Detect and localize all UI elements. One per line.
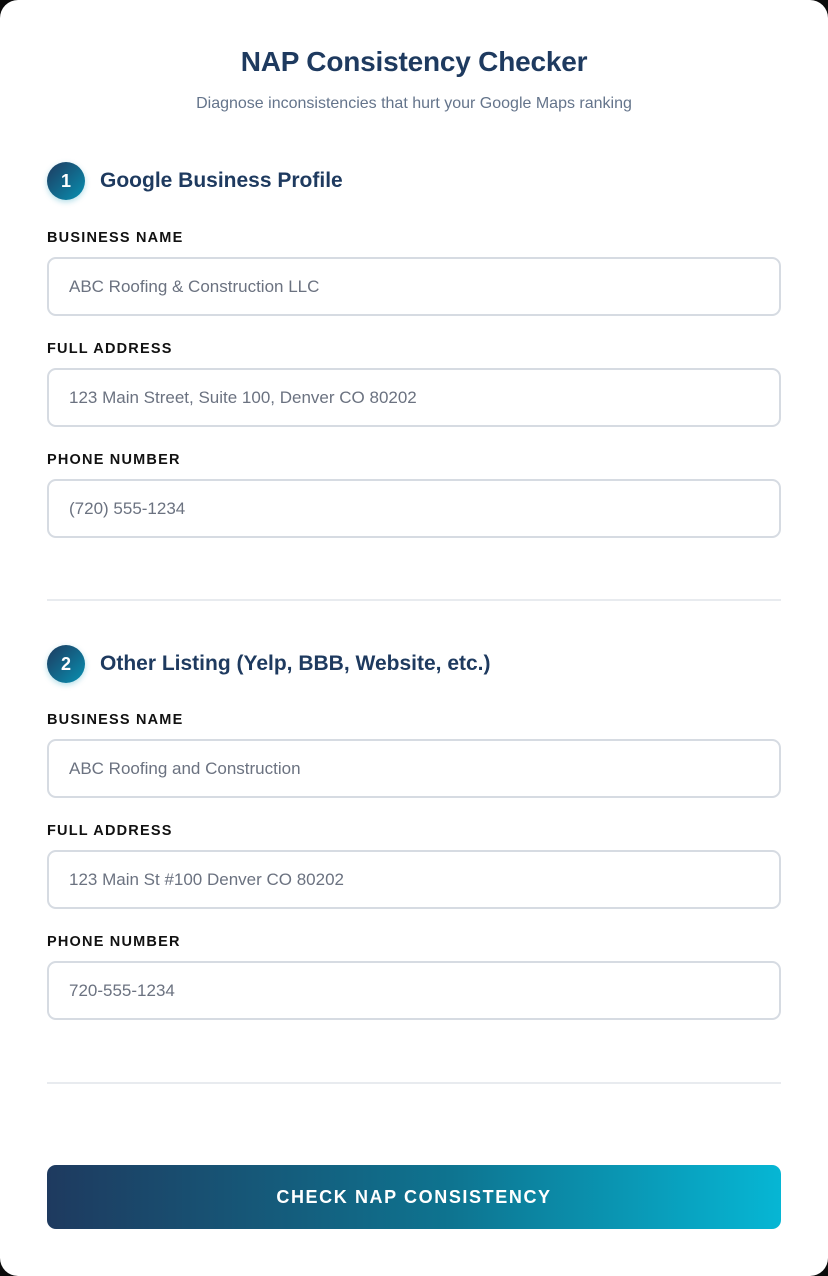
gbp-full-address-label: FULL ADDRESS [47, 341, 173, 357]
section-google-business-profile [47, 161, 343, 201]
other-full-address-input[interactable] [47, 850, 781, 909]
step-badge-1: 1 [47, 162, 85, 200]
section-title: Other Listing (Yelp, BBB, Website, etc.) [100, 652, 491, 675]
page-title: NAP Consistency Checker [240, 46, 588, 77]
other-business-name-label: BUSINESS NAME [47, 712, 184, 728]
other-phone-number-label: PHONE NUMBER [47, 934, 181, 950]
section-divider [47, 1082, 781, 1084]
gbp-full-address-input[interactable] [47, 368, 781, 427]
gbp-phone-number-label: PHONE NUMBER [47, 452, 181, 468]
section-divider [47, 599, 781, 601]
gbp-business-name-label: BUSINESS NAME [47, 230, 184, 246]
other-business-name-input[interactable] [47, 739, 781, 798]
section-other-listing [47, 644, 491, 684]
other-phone-number-input[interactable] [47, 961, 781, 1020]
other-full-address-label: FULL ADDRESS [47, 823, 173, 839]
step-badge-2: 2 [47, 645, 85, 683]
gbp-phone-number-input[interactable] [47, 479, 781, 538]
section-title: Google Business Profile [100, 169, 343, 192]
page-subtitle: Diagnose inconsistencies that hurt your Google Maps ranking [196, 95, 632, 112]
check-nap-consistency-button[interactable]: CHECK NAP CONSISTENCY [47, 1165, 781, 1229]
gbp-business-name-input[interactable] [47, 257, 781, 316]
